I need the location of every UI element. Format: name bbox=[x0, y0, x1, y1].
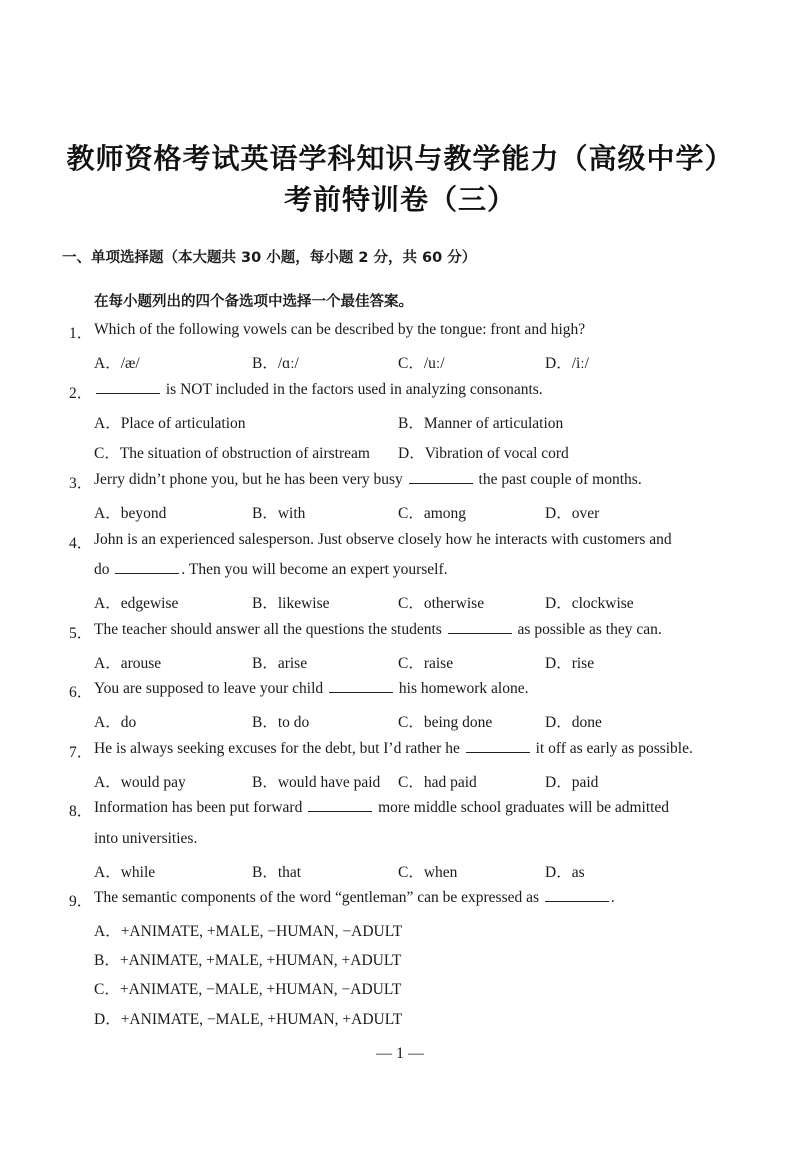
question-number: 4． bbox=[69, 535, 93, 552]
question-number: 9． bbox=[69, 893, 93, 910]
answer-blank bbox=[329, 691, 393, 693]
answer-blank bbox=[409, 482, 473, 484]
stem-text: his homework alone. bbox=[395, 680, 529, 697]
stem-text: Jerry didn’t phone you, but he has been very busy bbox=[94, 471, 407, 488]
stem-text: do bbox=[94, 561, 114, 578]
option-c: C．The situation of obstruction of airstream bbox=[94, 445, 370, 462]
option-b: B．would have paid bbox=[252, 774, 381, 791]
option-a: A．arouse bbox=[94, 655, 162, 672]
option-d: D．Vibration of vocal cord bbox=[398, 445, 569, 462]
stem-text: He is always seeking excuses for the debt, but I’d rather he bbox=[94, 740, 464, 757]
option-d: D．as bbox=[545, 864, 585, 881]
option-d: D．rise bbox=[545, 655, 595, 672]
stem-text: is NOT included in the factors used in analyzing consonants. bbox=[162, 381, 543, 398]
instruction-text: 在每小题列出的四个备选项中选择一个最佳答案。 bbox=[94, 294, 413, 310]
option-a: A．would pay bbox=[94, 774, 186, 791]
stem-text: You are supposed to leave your child bbox=[94, 680, 328, 697]
answer-blank bbox=[308, 810, 372, 812]
question-stem bbox=[94, 471, 642, 489]
option-a: A．+ANIMATE, +MALE, −HUMAN, −ADULT bbox=[94, 923, 403, 940]
stem-text: . Then you will become an expert yourself. bbox=[181, 561, 448, 578]
stem-text: The teacher should answer all the questions the students bbox=[94, 621, 446, 638]
option-c: C．/uː/ bbox=[398, 355, 445, 372]
section-heading: 一、单项选择题（本大题共 30 小题，每小题 2 分，共 60 分） bbox=[62, 250, 477, 266]
answer-blank bbox=[115, 572, 179, 574]
question-stem-cont bbox=[94, 561, 448, 579]
option-c: C．raise bbox=[398, 655, 454, 672]
question-number: 6． bbox=[69, 684, 93, 701]
document-title-line1: 教师资格考试英语学科知识与教学能力（高级中学） bbox=[66, 142, 734, 175]
stem-text: the past couple of months. bbox=[474, 471, 642, 488]
option-d: D．+ANIMATE, −MALE, +HUMAN, +ADULT bbox=[94, 1011, 403, 1028]
question-stem bbox=[94, 680, 529, 698]
answer-blank bbox=[466, 751, 530, 753]
option-d: D．done bbox=[545, 714, 602, 731]
question-stem bbox=[94, 799, 669, 817]
option-a: A．beyond bbox=[94, 505, 167, 522]
stem-text: as possible as they can. bbox=[513, 621, 662, 638]
stem-text: more middle school graduates will be admitted bbox=[374, 799, 670, 816]
question-stem bbox=[94, 889, 615, 907]
option-a: A．/æ/ bbox=[94, 355, 140, 372]
document-title-line2: 考前特训卷（三） bbox=[283, 183, 516, 216]
option-c: C．among bbox=[398, 505, 467, 522]
option-b: B．to do bbox=[252, 714, 310, 731]
stem-text: . bbox=[610, 889, 615, 906]
option-a: A．edgewise bbox=[94, 595, 179, 612]
option-d: D．over bbox=[545, 505, 600, 522]
question-number: 5． bbox=[69, 625, 93, 642]
option-a: A．do bbox=[94, 714, 137, 731]
option-c: C．had paid bbox=[398, 774, 477, 791]
stem-text: The semantic components of the word “gentleman” can be expressed as bbox=[94, 889, 543, 906]
page-number: — 1 — bbox=[376, 1045, 424, 1062]
option-c: C．otherwise bbox=[398, 595, 485, 612]
option-b: B．with bbox=[252, 505, 306, 522]
question-number: 2． bbox=[69, 385, 93, 402]
stem-text: it off as early as possible. bbox=[531, 740, 693, 757]
option-c: C．being done bbox=[398, 714, 493, 731]
option-d: D．/iː/ bbox=[545, 355, 589, 372]
question-number: 7． bbox=[69, 744, 93, 761]
question-stem-cont: into universities. bbox=[94, 830, 198, 847]
question-number: 3． bbox=[69, 475, 93, 492]
option-a: A．while bbox=[94, 864, 156, 881]
option-d: D．paid bbox=[545, 774, 599, 791]
question-number: 1． bbox=[69, 325, 93, 342]
answer-blank bbox=[96, 392, 160, 394]
question-stem bbox=[94, 740, 693, 758]
option-c: C．+ANIMATE, −MALE, +HUMAN, −ADULT bbox=[94, 981, 402, 998]
answer-blank bbox=[545, 900, 609, 902]
option-b: B．arise bbox=[252, 655, 308, 672]
option-b: B．that bbox=[252, 864, 302, 881]
answer-blank bbox=[448, 632, 512, 634]
question-number: 8． bbox=[69, 803, 93, 820]
option-d: D．clockwise bbox=[545, 595, 634, 612]
option-b: B．likewise bbox=[252, 595, 330, 612]
option-a: A．Place of articulation bbox=[94, 415, 246, 432]
question-stem: John is an experienced salesperson. Just observe closely how he interacts with customers and bbox=[94, 531, 672, 548]
option-b: B．/ɑː/ bbox=[252, 355, 299, 372]
question-stem bbox=[94, 621, 662, 639]
option-c: C．when bbox=[398, 864, 458, 881]
stem-text: Information has been put forward bbox=[94, 799, 307, 816]
option-b: B．Manner of articulation bbox=[398, 415, 564, 432]
question-stem bbox=[94, 381, 543, 399]
question-stem: Which of the following vowels can be described by the tongue: front and high? bbox=[94, 321, 586, 338]
option-b: B．+ANIMATE, +MALE, +HUMAN, +ADULT bbox=[94, 952, 402, 969]
